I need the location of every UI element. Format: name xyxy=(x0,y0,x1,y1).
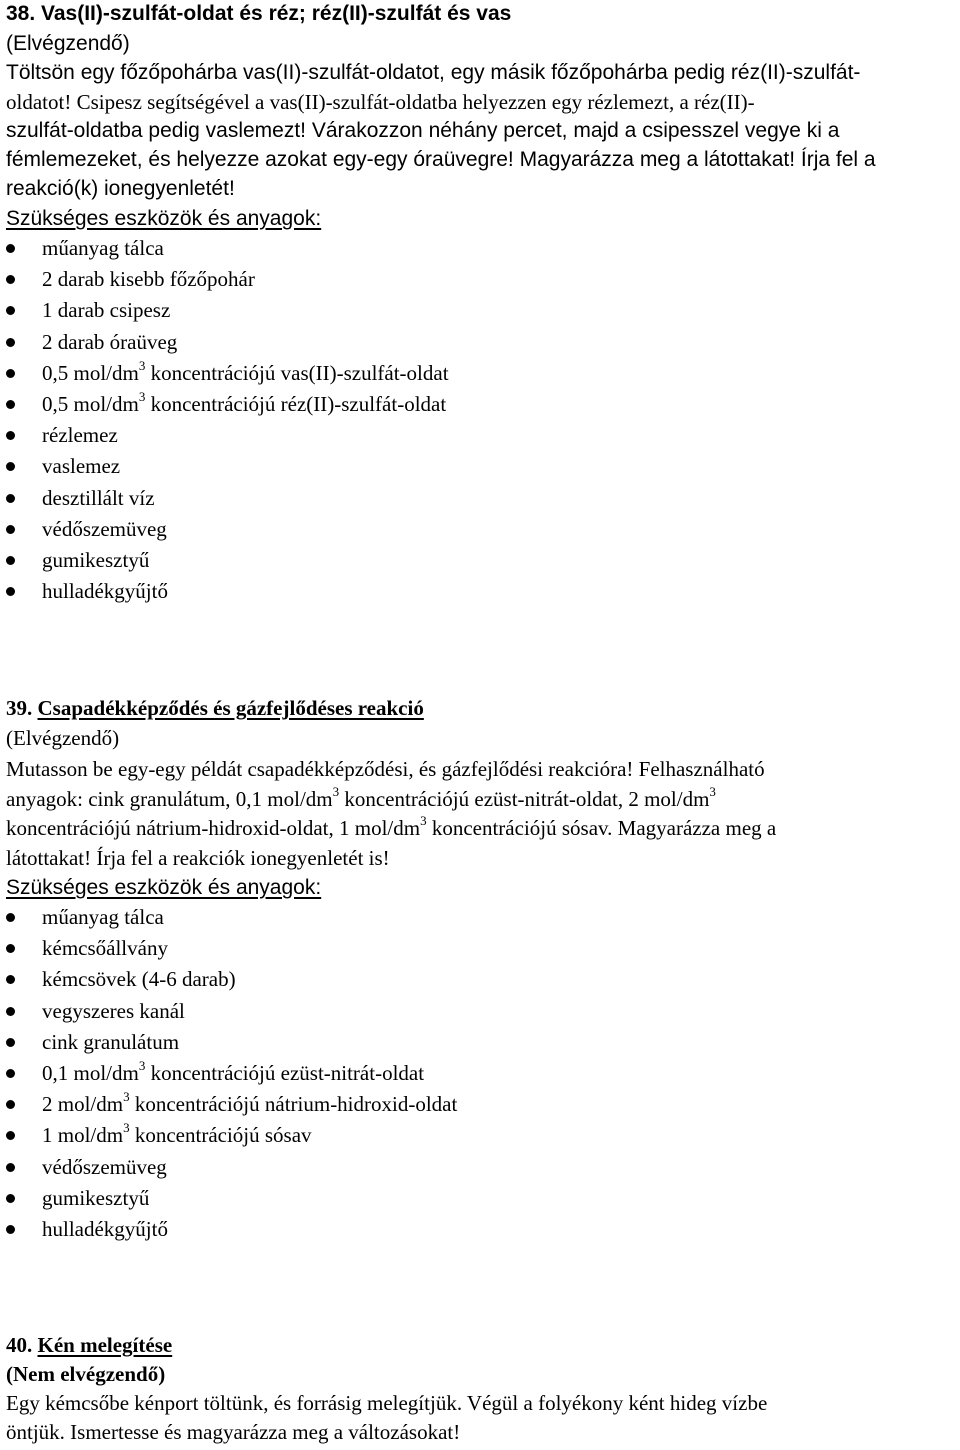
section-status: (Elvégzendő) xyxy=(6,726,120,750)
bullet-icon xyxy=(6,338,15,347)
item-text-main: 2 mol/dm xyxy=(42,1092,124,1117)
item-text-main: gumikesztyű xyxy=(42,548,150,572)
section-title: 38. Vas(II)-szulfát-oldat és réz; réz(II)-szulfát és vas xyxy=(6,2,512,25)
bullet-icon xyxy=(6,275,15,284)
bullet-icon xyxy=(6,1038,15,1047)
bullet-icon xyxy=(6,1007,15,1016)
item-text-main: 2 darab kisebb főzőpohár xyxy=(42,267,255,292)
description-line: öntjük. Ismertesse és magyarázza meg a változásokat! xyxy=(6,1420,461,1444)
item-text-main: műanyag tálca xyxy=(42,236,164,260)
list-item-text xyxy=(42,234,164,262)
list-item-text xyxy=(42,965,236,993)
bullet-icon xyxy=(6,369,15,378)
list-item-text xyxy=(42,328,177,356)
list-item-text xyxy=(42,903,164,931)
description-text: koncentrációjú ezüst-nitrát-oldat, 2 mol/dm xyxy=(339,786,710,811)
item-text-main: kémcsőállvány xyxy=(42,936,168,961)
item-text-superscript: 3 xyxy=(138,357,146,373)
item-text-superscript: 3 xyxy=(123,1089,130,1105)
list-item-text xyxy=(42,546,149,574)
item-text-main: 1 darab csipesz xyxy=(42,298,171,323)
bullet-icon xyxy=(6,587,15,596)
list-item-text xyxy=(42,296,170,324)
bullet-icon xyxy=(6,1194,15,1203)
description-text: koncentrációjú sósav. Magyarázza meg a xyxy=(426,816,777,840)
bullet-icon xyxy=(6,1225,15,1234)
bullet-icon xyxy=(6,1131,15,1140)
list-item-text xyxy=(42,359,449,387)
item-text-superscript: 3 xyxy=(138,1058,146,1073)
description-text: koncentrációjú nátrium-hidroxid-oldat, 1 mol/dm xyxy=(6,816,421,840)
description-superscript: 3 xyxy=(420,813,427,828)
item-text-superscript: 3 xyxy=(138,389,146,404)
list-item-text xyxy=(42,452,120,480)
list-item-text xyxy=(42,1184,149,1212)
bullet-icon xyxy=(6,306,15,315)
bullet-icon xyxy=(6,1163,15,1172)
item-text-main: védőszemüveg xyxy=(42,1154,167,1179)
list-item-text xyxy=(42,1028,179,1056)
item-text-main: 0,1 mol/dm xyxy=(42,1061,139,1085)
tools-heading: Szükséges eszközök és anyagok: xyxy=(6,207,322,230)
section-status: (Nem elvégzendő) xyxy=(6,1362,166,1386)
section-title-text: Kén melegítése xyxy=(37,1333,173,1357)
item-text-main: hulladékgyűjtő xyxy=(42,1217,168,1241)
tools-heading: Szükséges eszközök és anyagok: xyxy=(6,876,322,899)
item-text-main: vaslemez xyxy=(42,454,121,479)
list-item-text xyxy=(42,265,255,293)
description-text: anyagok: cink granulátum, 0,1 mol/dm xyxy=(6,786,333,811)
item-text-main: rézlemez xyxy=(42,423,118,448)
list-item-text xyxy=(42,934,168,962)
list-item-text xyxy=(42,1215,168,1243)
description-line: Egy kémcsőbe kénport töltünk, és forrásig melegítjük. Végül a folyékony ként hideg vízbe xyxy=(6,1391,768,1415)
item-text-main: műanyag tálca xyxy=(42,905,164,929)
list-item-text xyxy=(42,1090,457,1118)
bullet-icon xyxy=(6,494,15,503)
bullet-icon xyxy=(6,400,15,409)
item-text-superscript: 3 xyxy=(123,1120,130,1136)
section-status: (Elvégzendő) xyxy=(6,32,130,55)
list-item-text xyxy=(42,1153,167,1181)
item-text-main: vegyszeres kanál xyxy=(42,998,185,1023)
list-item-text xyxy=(42,515,167,543)
description-line: fémlemezeket, és helyezze azokat egy-egy óraüvegre! Magyarázza meg a látottakat! Írja fel a xyxy=(6,148,876,171)
item-text-main: 2 darab óraüveg xyxy=(42,329,178,354)
item-text-main: kémcsövek (4-6 darab) xyxy=(42,967,236,992)
bullet-icon xyxy=(6,975,15,984)
bullet-icon xyxy=(6,1069,15,1078)
bullet-icon xyxy=(6,462,15,471)
section-title-text: Csapadékképződés és gázfejlődéses reakció xyxy=(37,696,424,720)
description-line xyxy=(6,844,390,872)
description-line xyxy=(6,755,765,783)
item-text-main: cink granulátum xyxy=(42,1029,180,1054)
item-text-rest: koncentrációjú vas(II)-szulfát-oldat xyxy=(145,360,449,385)
list-item-text xyxy=(42,1059,424,1087)
description-line: oldatot! Csipesz segítségével a vas(II)-szulfát-oldatba helyezzen egy rézlemezt, a réz(II)- xyxy=(6,90,755,114)
item-text-main: 0,5 mol/dm xyxy=(42,392,139,416)
description-line xyxy=(6,814,776,842)
description-text: látottakat! Írja fel a reakciók ionegyenletét is! xyxy=(6,845,390,870)
item-text-main: védőszemüveg xyxy=(42,516,167,541)
list-item-text xyxy=(42,577,168,605)
item-text-main: hulladékgyűjtő xyxy=(42,579,168,604)
item-text-rest: koncentrációjú réz(II)-szulfát-oldat xyxy=(145,392,447,416)
bullet-icon xyxy=(6,244,15,253)
description-superscript: 3 xyxy=(709,783,716,799)
section-number: 40. xyxy=(6,1333,33,1357)
section-title xyxy=(6,1331,172,1359)
bullet-icon xyxy=(6,913,15,922)
bullet-icon xyxy=(6,1100,15,1109)
description-line: reakció(k) ionegyenletét! xyxy=(6,177,235,200)
bullet-icon xyxy=(6,431,15,440)
list-item-text xyxy=(42,484,155,512)
item-text-main: 1 mol/dm xyxy=(42,1123,124,1148)
item-text-rest: koncentrációjú nátrium-hidroxid-oldat xyxy=(129,1092,458,1117)
item-text-rest: koncentrációjú ezüst-nitrát-oldat xyxy=(145,1061,425,1085)
list-item-text xyxy=(42,390,446,418)
bullet-icon xyxy=(6,525,15,534)
item-text-main: gumikesztyű xyxy=(42,1185,150,1210)
description-line: Töltsön egy főzőpohárba vas(II)-szulfát-oldatot, egy másik főzőpohárba pedig réz(II)-szulfát- xyxy=(6,61,861,84)
bullet-icon xyxy=(6,556,15,565)
section-title xyxy=(6,694,424,722)
list-item-text xyxy=(42,997,185,1025)
item-text-main: desztillált víz xyxy=(42,485,155,510)
list-item-text xyxy=(42,421,118,449)
bullet-icon xyxy=(6,944,15,953)
description-superscript: 3 xyxy=(332,783,340,799)
item-text-main: 0,5 mol/dm xyxy=(42,360,139,385)
description-line xyxy=(6,785,716,813)
list-item-text xyxy=(42,1121,312,1149)
section-number: 39. xyxy=(6,696,33,720)
description-text: Mutasson be egy-egy példát csapadékképződési, és gázfejlődési reakcióra! Felhasználható xyxy=(6,757,765,781)
description-line: szulfát-oldatba pedig vaslemezt! Várakozzon néhány percet, majd a csipesszel vegye ki a xyxy=(6,119,840,142)
item-text-rest: koncentrációjú sósav xyxy=(129,1123,312,1148)
